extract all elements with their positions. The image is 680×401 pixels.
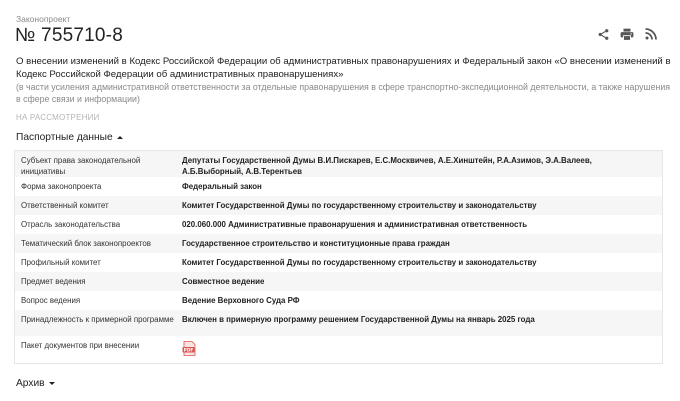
- row-value: 020.060.000 Административные правонарушения и административная ответственность: [182, 220, 528, 229]
- row-value: Комитет Государственной Думы по государственному строительству и законодательству: [182, 258, 537, 267]
- table-row: [15, 253, 662, 272]
- row-key: Пакет документов при внесении: [21, 341, 140, 350]
- row-value: Федеральный закон: [182, 182, 262, 191]
- row-value: Включен в примерную программу решением Государственной Думы на январь 2025 года: [182, 315, 535, 324]
- row-value: [182, 336, 662, 365]
- table-row: [15, 151, 662, 177]
- share-icon[interactable]: [596, 27, 610, 41]
- row-value: Государственное строительство и конституционные права граждан: [182, 239, 450, 248]
- print-icon[interactable]: [620, 27, 634, 41]
- row-value: Совместное ведение: [182, 277, 265, 286]
- pdf-icon[interactable]: [182, 341, 197, 355]
- actions-bar: [596, 27, 658, 41]
- rss-icon[interactable]: [644, 27, 658, 41]
- row-key: Форма законопроекта: [21, 182, 102, 191]
- row-key: Вопрос ведения: [21, 296, 81, 305]
- row-key: Предмет ведения: [21, 277, 86, 286]
- archive-toggle-label: Архив: [16, 378, 45, 389]
- row-key: Отрасль законодательства: [21, 220, 121, 229]
- row-key: Принадлежность к примерной программе: [21, 315, 174, 324]
- passport-toggle[interactable]: [16, 132, 123, 143]
- table-row: [15, 196, 662, 215]
- archive-toggle[interactable]: [16, 378, 55, 389]
- table-row: [15, 310, 662, 336]
- table-row: [15, 234, 662, 253]
- status-badge: НА РАССМОТРЕНИИ: [16, 113, 100, 122]
- pdf-label: PDF: [183, 348, 194, 354]
- row-key: Тематический блок законопроектов: [21, 239, 151, 248]
- passport-toggle-label: Паспортные данные: [16, 132, 113, 143]
- bill-subtitle: (в части усиления административной ответственности за отдельные правонарушения в сфере транспортно-экспедиционной деятельности, а также нарушения в сфере связи и информации): [16, 82, 671, 104]
- row-value: Ведение Верховного Суда РФ: [182, 296, 300, 305]
- table-row: [15, 336, 662, 363]
- table-row: [15, 177, 662, 196]
- caret-down-icon: [49, 382, 55, 385]
- table-row: [15, 291, 662, 310]
- bill-kind: Законопроект: [16, 14, 71, 24]
- row-value: Комитет Государственной Думы по государственному строительству и законодательству: [182, 201, 537, 210]
- row-key: Субъект права законодательной инициативы: [21, 156, 141, 176]
- bill-title: О внесении изменений в Кодекс Российской Федерации об административных правонарушениях и Федеральный закон «О внесении изменений в Кодекс Российской Федерации об административных правонарушениях»: [16, 56, 671, 80]
- row-key: Профильный комитет: [21, 258, 101, 267]
- row-value: Депутаты Государственной Думы В.И.Пискарев, Е.С.Москвичев, А.Е.Хинштейн, Р.А.Азимов, Э.А.Валеев, А.Б.Выборный, А.В.Терентьев: [182, 156, 592, 176]
- table-row: [15, 272, 662, 291]
- bill-number: № 755710-8: [15, 25, 123, 46]
- passport-table: [14, 150, 663, 364]
- table-row: [15, 215, 662, 234]
- row-key: Ответственный комитет: [21, 201, 109, 210]
- caret-up-icon: [117, 136, 123, 139]
